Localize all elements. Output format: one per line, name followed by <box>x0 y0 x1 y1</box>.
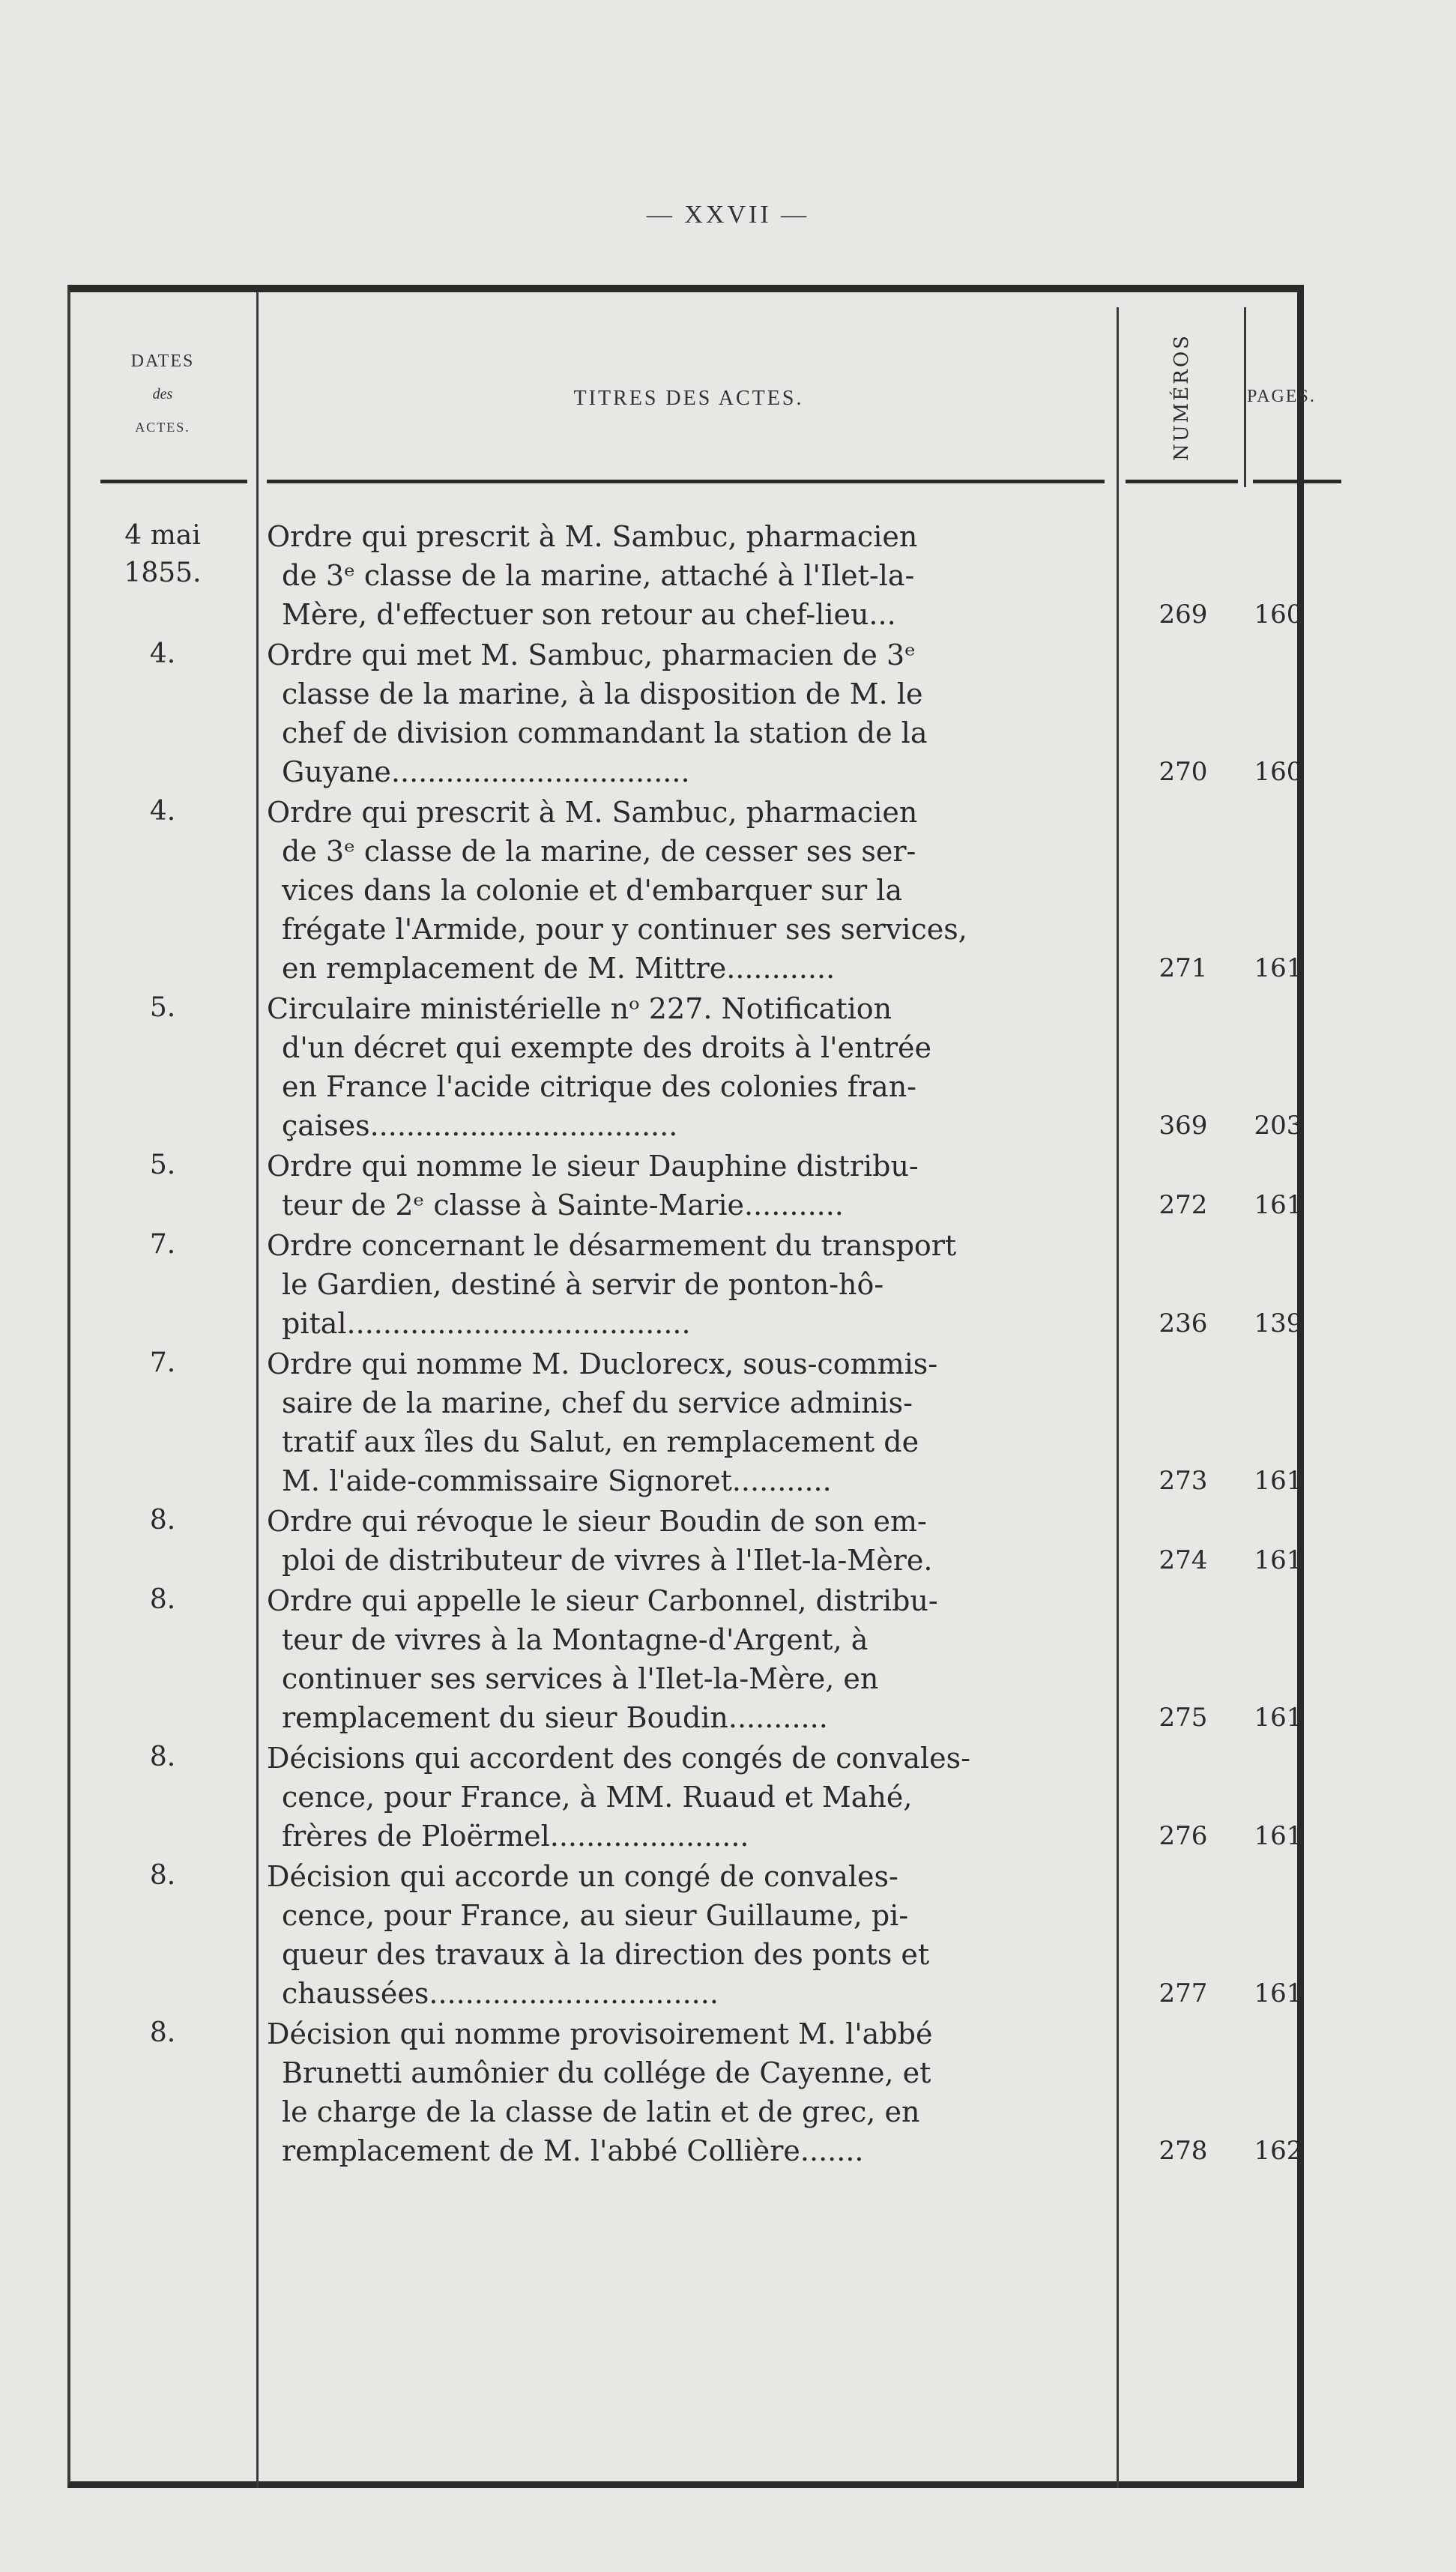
column-divider-dates <box>256 292 259 2488</box>
act-title-line: Ordre qui révoque le sieur Boudin de son em- <box>267 1505 927 1538</box>
act-title-line: Ordre qui appelle le sieur Carbonnel, distribu- <box>267 1584 938 1617</box>
header-numeros <box>1118 322 1245 472</box>
act-page: 161 <box>1254 1978 1303 2008</box>
act-page: 160 <box>1254 757 1303 787</box>
act-title <box>267 1739 1114 1856</box>
header-rule-numeros <box>1126 480 1238 483</box>
act-title-line: le charge de la classe de latin et de grec, en <box>282 2095 920 2128</box>
act-title-line: cence, pour France, à MM. Ruaud et Mahé, <box>282 1781 913 1814</box>
act-date <box>70 1857 255 1895</box>
act-date-line: 8. <box>149 1584 176 1615</box>
act-title-line: le Gardien, destiné à servir de ponton-hô- <box>282 1268 884 1301</box>
act-title-line: queur des travaux à la direction des ponts et <box>282 1938 930 1971</box>
act-date-line: 5. <box>149 1150 176 1180</box>
act-title <box>267 1226 1114 1343</box>
act-page: 161 <box>1254 1703 1303 1733</box>
act-date <box>70 1502 255 1539</box>
act-title-line: pital...................................... <box>282 1307 691 1340</box>
act-number: 269 <box>1159 600 1208 630</box>
act-date <box>70 989 255 1027</box>
header-dates-line1: DATES <box>130 351 195 371</box>
act-title-line: classe de la marine, à la disposition de M. le <box>282 677 923 710</box>
column-divider-numeros <box>1117 307 1119 2488</box>
act-number: 278 <box>1159 2136 1208 2166</box>
act-title-line: Décision qui accorde un congé de convales- <box>267 1860 898 1893</box>
act-number: 236 <box>1159 1308 1208 1338</box>
header-dates-line3: ACTES. <box>135 420 190 435</box>
act-title-line: frégate l'Armide, pour y continuer ses services, <box>282 913 967 946</box>
act-date-line: 4 mai <box>124 520 201 551</box>
act-page: 160 <box>1254 600 1303 630</box>
act-title-line: chaussées................................ <box>282 1977 719 2010</box>
act-date-line: 8. <box>149 1505 176 1536</box>
act-title-line: Décision qui nomme provisoirement M. l'abbé <box>267 2017 933 2050</box>
act-date-line: 4. <box>149 796 176 827</box>
act-title <box>267 989 1114 1145</box>
act-date <box>70 1147 255 1184</box>
act-title-line: continuer ses services à l'Ilet-la-Mère, en <box>282 1662 879 1695</box>
header-numeros-line1: NUMÉROS <box>1170 333 1193 461</box>
act-title-line: ploi de distributeur de vivres à l'Ilet-la-Mère. <box>282 1544 933 1577</box>
act-page: 161 <box>1254 1821 1303 1851</box>
act-date <box>70 1344 255 1382</box>
act-title <box>267 517 1114 634</box>
act-number: 276 <box>1159 1821 1208 1851</box>
act-title <box>267 1502 1114 1580</box>
act-title-line: Ordre qui met M. Sambuc, pharmacien de 3ᵉ <box>267 639 916 671</box>
header-titles: TITRES DES ACTES. <box>573 387 804 410</box>
act-number: 277 <box>1159 1978 1208 2008</box>
act-date-line: 4. <box>149 639 176 669</box>
act-title <box>267 636 1114 791</box>
act-title <box>267 1581 1114 1737</box>
act-date <box>70 1226 255 1264</box>
act-date-line: 1855. <box>124 558 202 588</box>
act-number: 270 <box>1159 757 1208 787</box>
act-title-line: d'un décret qui exempte des droits à l'entrée <box>282 1031 932 1064</box>
act-page: 161 <box>1254 1466 1303 1496</box>
act-title-line: Décisions qui accordent des congés de convales- <box>267 1742 970 1775</box>
act-title-line: chef de division commandant la station de la <box>282 716 928 749</box>
act-title-line: Ordre concernant le désarmement du transport <box>267 1229 957 1262</box>
act-date <box>70 793 255 830</box>
act-title-line: Ordre qui nomme M. Duclorecx, sous-commis- <box>267 1347 938 1380</box>
act-title-line: M. l'aide-commissaire Signoret........... <box>282 1464 832 1497</box>
act-title-line: en remplacement de M. Mittre............ <box>282 952 836 985</box>
act-title-line: frères de Ploërmel...................... <box>282 1820 749 1853</box>
act-date-line: 7. <box>149 1229 176 1260</box>
act-title-line: Mère, d'effectuer son retour au chef-lieu... <box>282 598 896 631</box>
act-date <box>70 1581 255 1619</box>
header-pages: PAGES. <box>1247 387 1316 406</box>
act-page: 162 <box>1254 2136 1303 2166</box>
act-number: 272 <box>1159 1190 1208 1220</box>
act-title-line: saire de la marine, chef du service adminis- <box>282 1386 913 1419</box>
act-title-line: tratif aux îles du Salut, en remplacement de <box>282 1425 919 1458</box>
act-title <box>267 1857 1114 2013</box>
act-title-line: teur de 2ᵉ classe à Sainte-Marie........... <box>282 1189 844 1222</box>
act-title-line: teur de vivres à la Montagne-d'Argent, à <box>282 1623 869 1656</box>
act-date-line: 8. <box>149 1860 176 1891</box>
act-number: 274 <box>1159 1545 1208 1575</box>
act-date-line: 8. <box>149 1742 176 1772</box>
act-title-line: remplacement du sieur Boudin........... <box>282 1701 828 1734</box>
act-date-line: 5. <box>149 992 176 1023</box>
act-title-line: cence, pour France, au sieur Guillaume, pi- <box>282 1899 909 1932</box>
act-page: 161 <box>1254 1545 1303 1575</box>
act-number: 273 <box>1159 1466 1208 1496</box>
act-title-line: Ordre qui prescrit à M. Sambuc, pharmacien <box>267 796 918 829</box>
act-date-line: 8. <box>149 2017 176 2048</box>
header-dates <box>70 345 255 444</box>
act-date <box>70 517 255 592</box>
act-date <box>70 636 255 673</box>
act-title <box>267 793 1114 988</box>
page-header: — XXVII — <box>646 201 810 229</box>
header-dates-line2: des <box>152 386 173 402</box>
act-title-line: Brunetti aumônier du collége de Cayenne, et <box>282 2056 931 2089</box>
act-title <box>267 1344 1114 1500</box>
act-title-line: çaises.................................. <box>282 1109 678 1142</box>
act-title-line: remplacement de M. l'abbé Collière....... <box>282 2134 864 2167</box>
act-title <box>267 1147 1114 1225</box>
header-rule-titles <box>267 480 1105 483</box>
header-rule-dates <box>100 480 247 483</box>
act-title <box>267 2014 1114 2170</box>
act-title-line: en France l'acide citrique des colonies fran- <box>282 1070 917 1103</box>
act-number: 271 <box>1159 953 1208 983</box>
act-number: 369 <box>1159 1111 1208 1141</box>
act-title-line: de 3ᵉ classe de la marine, de cesser ses ser- <box>282 835 916 868</box>
act-title-line: Ordre qui prescrit à M. Sambuc, pharmacien <box>267 520 918 553</box>
act-page: 203 <box>1254 1111 1303 1141</box>
act-number: 275 <box>1159 1703 1208 1733</box>
act-title-line: de 3ᵉ classe de la marine, attaché à l'Ilet-la- <box>282 559 915 592</box>
act-title-line: Guyane................................. <box>282 755 690 788</box>
act-page: 161 <box>1254 953 1303 983</box>
act-date-line: 7. <box>149 1347 176 1378</box>
act-date <box>70 2014 255 2052</box>
act-title-line: Circulaire ministérielle nᵒ 227. Notification <box>267 992 892 1025</box>
act-title-line: Ordre qui nomme le sieur Dauphine distribu- <box>267 1150 919 1183</box>
acts-table <box>67 285 1316 2488</box>
header-rule-pages <box>1253 480 1341 483</box>
act-page: 161 <box>1254 1190 1303 1220</box>
act-page: 139 <box>1254 1308 1303 1338</box>
act-date <box>70 1739 255 1776</box>
act-title-line: vices dans la colonie et d'embarquer sur la <box>282 874 903 907</box>
